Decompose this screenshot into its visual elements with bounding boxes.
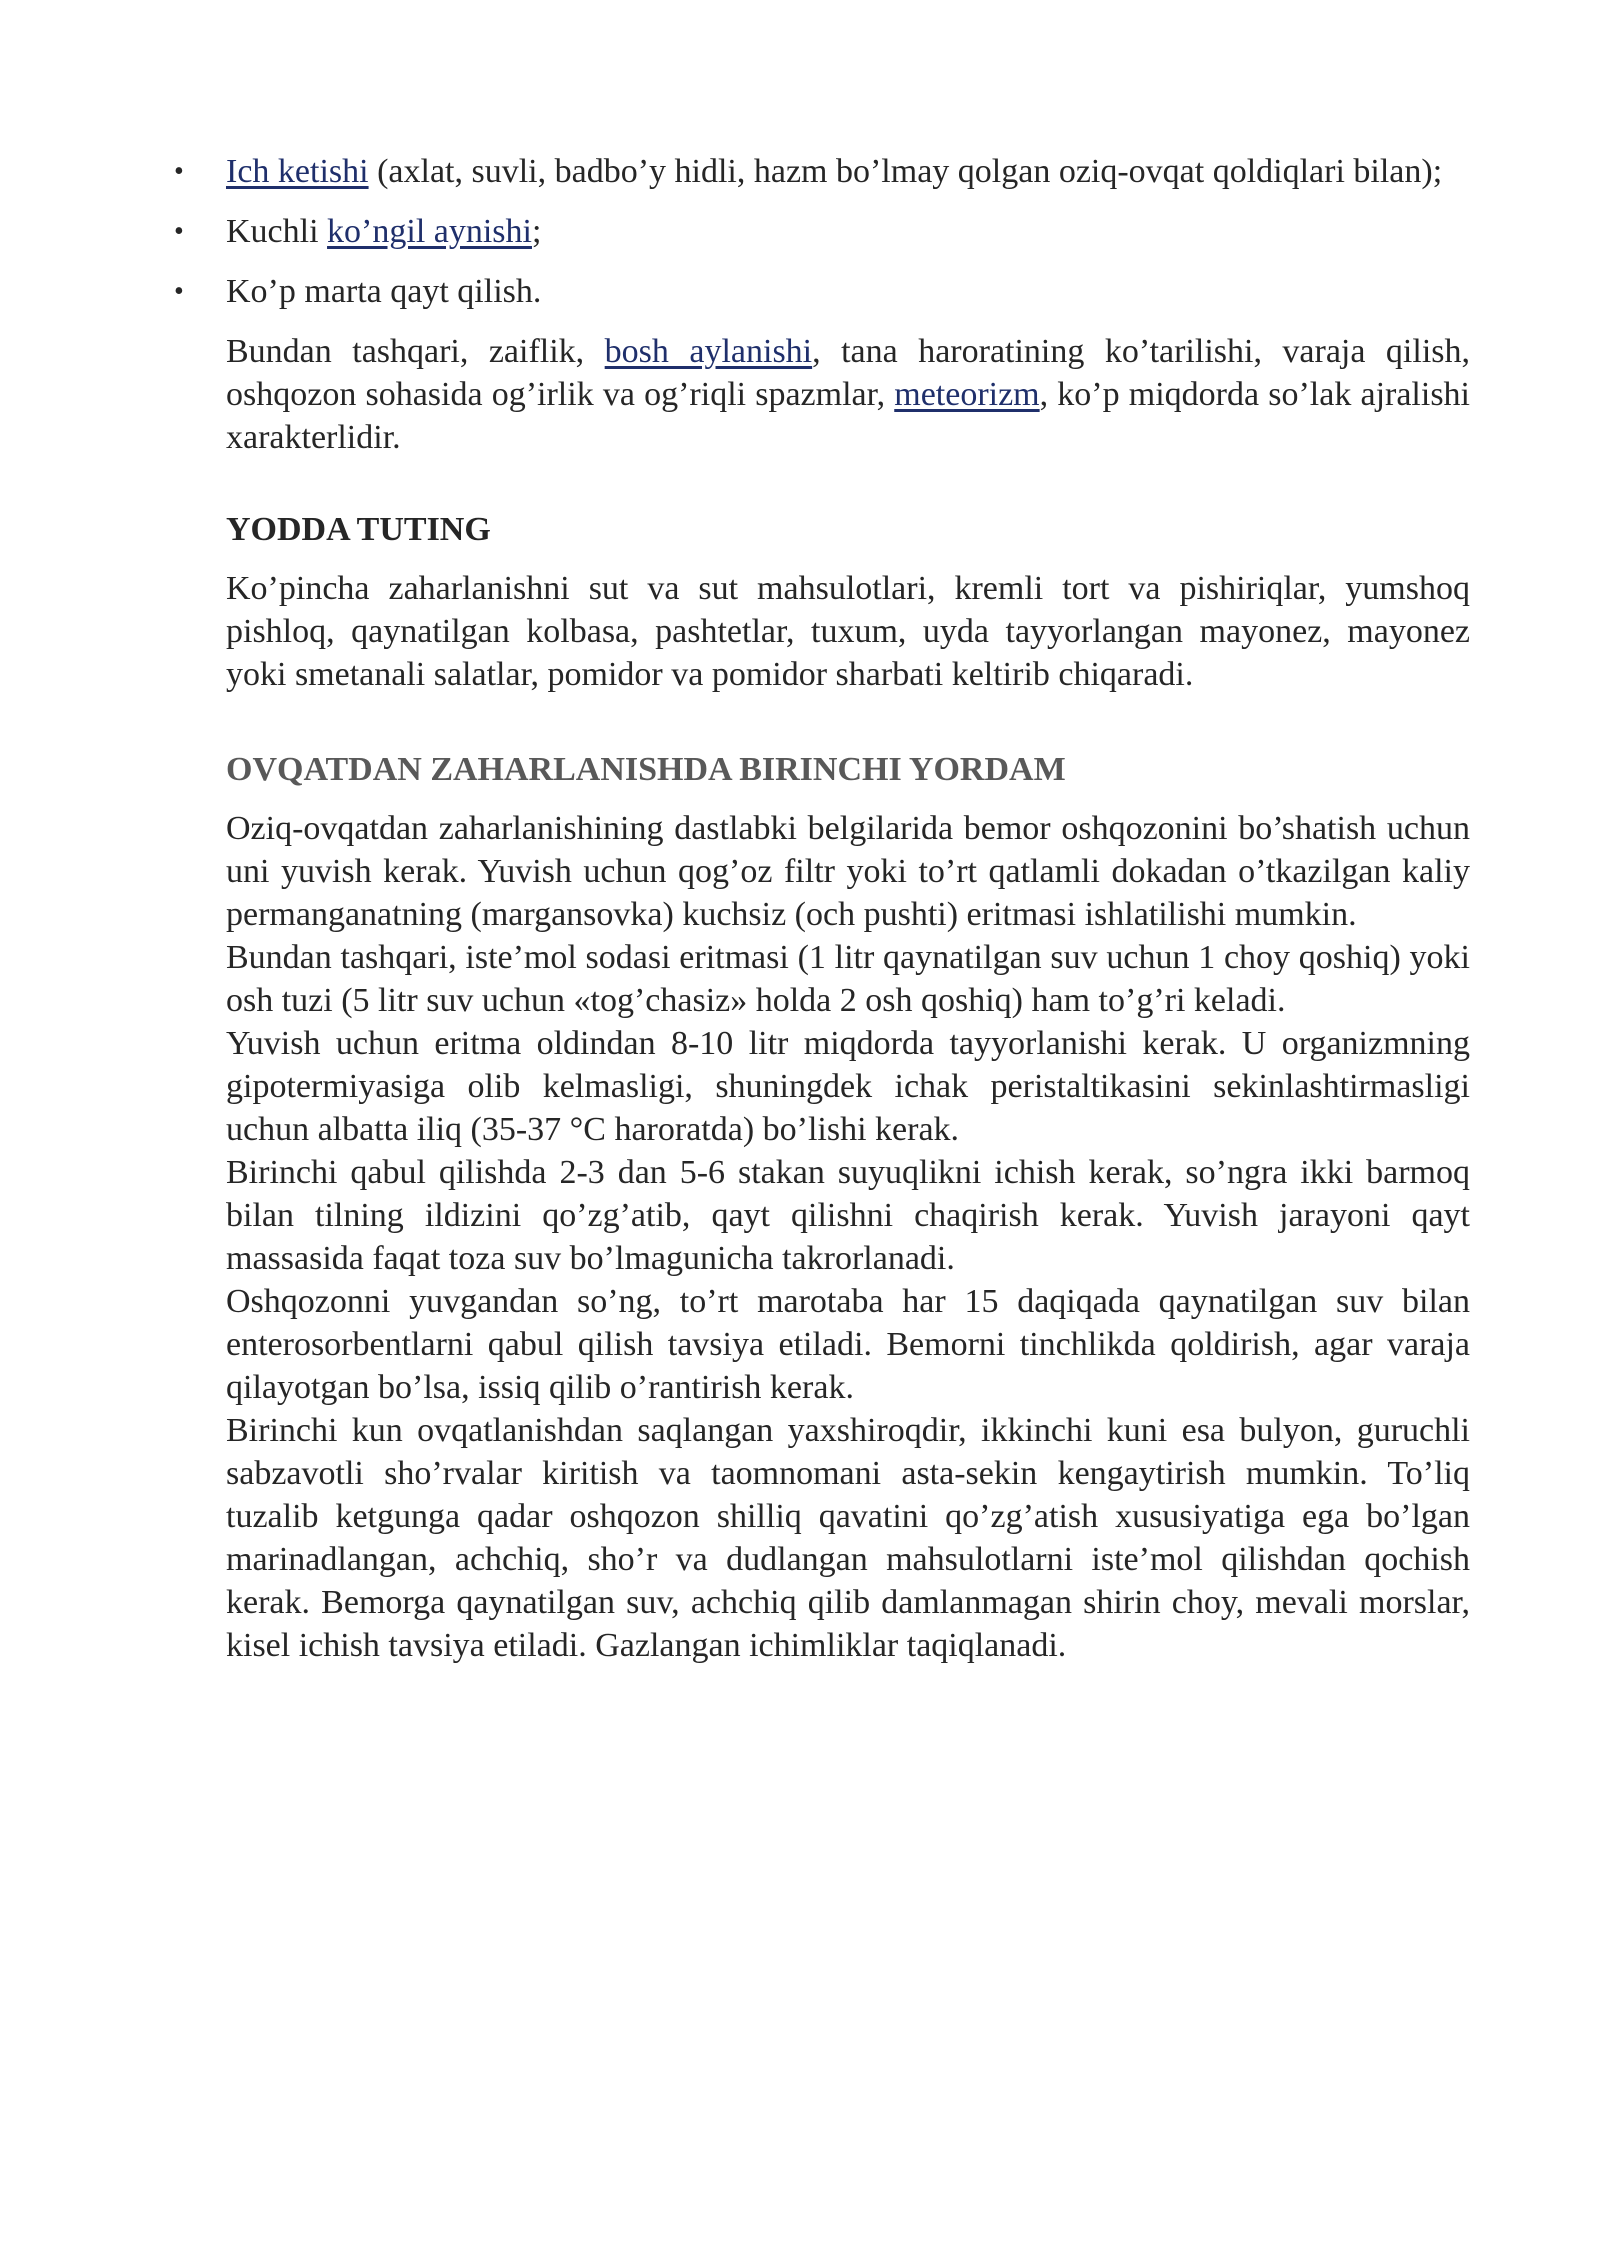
link-kongil-aynishi[interactable]: ko’ngil aynishi	[327, 213, 532, 250]
list-item-text: ;	[531, 213, 542, 250]
first-aid-heading: OVQATDAN ZAHARLANISHDA BIRINCHI YORDAM	[226, 751, 1066, 788]
remember-paragraph: Ko’pincha zaharlanishni sut va sut mahsulotlari, kremli tort va pishiriqlar, yumshoq pishloq, qaynatilgan kolbasa, pashtetlar, tuxum, uyda tayyorlangan mayonez, mayonez yoki smetanali salatlar, pomidor va pomidor sharbati keltirib chiqaradi.	[226, 570, 1470, 693]
first-aid-paragraph: Oshqozonni yuvgandan so’ng, to’rt marotaba har 15 daqiqada qaynatilgan suv bilan enterosorbentlarni qabul qilish tavsiya etiladi. Bemorni tinchlikda qoldirish, agar varaja qilayotgan bo’lsa, issiq qilib o’rantirish kerak.	[226, 1283, 1470, 1406]
list-item-prefix: Kuchli	[226, 213, 328, 250]
bullet-icon: •	[174, 276, 184, 307]
list-item	[174, 270, 1470, 313]
bullet-icon: •	[174, 156, 184, 187]
first-aid-paragraph: Birinchi qabul qilishda 2-3 dan 5-6 stakan suyuqlikni ichish kerak, so’ngra ikki barmoq bilan tilning ildizini qo’zg’atib, qayt qilishni chaqirish kerak. Yuvish jarayoni qayt massasida faqat toza suv bo’lmagunicha takrorlanadi.	[226, 1154, 1470, 1277]
list-item-text: (axlat, suvli, badbo’y hidli, hazm bo’lmay qolgan oziq-ovqat qoldiqlari bilan);	[368, 153, 1443, 190]
intro-text-3: , ko’p miqdorda so’lak ajralishi xarakterlidir.	[226, 376, 1470, 456]
link-bosh-aylanishi[interactable]: bosh aylanishi	[604, 333, 813, 370]
intro-text-1: Bundan tashqari, zaiflik,	[226, 333, 605, 370]
list-item-text: Ko’p marta qayt qilish.	[226, 273, 542, 310]
bullet-icon: •	[174, 216, 184, 247]
list-item	[174, 150, 1470, 193]
first-aid-paragraph: Bundan tashqari, iste’mol sodasi eritmasi (1 litr qaynatilgan suv uchun 1 choy qoshiq) yoki osh tuzi (5 litr suv uchun «tog’chasiz» holda 2 osh qoshiq) ham to’g’ri keladi.	[226, 939, 1470, 1019]
symptom-list	[174, 150, 1470, 313]
document-page	[174, 150, 1470, 1667]
remember-heading: YODDA TUTING	[226, 511, 491, 548]
first-aid-paragraph: Yuvish uchun eritma oldindan 8-10 litr miqdorda tayyorlanishi kerak. U organizmning gipotermiyasiga olib kelmasligi, shuningdek ichak peristaltikasini sekinlashtirmasligi uchun albatta iliq (35-37 °C haroratda) bo’lishi kerak.	[226, 1025, 1470, 1148]
list-item	[174, 210, 1470, 253]
first-aid-paragraph: Oziq-ovqatdan zaharlanishining dastlabki belgilarida bemor oshqozonini bo’shatish uchun uni yuvish kerak. Yuvish uchun qog’oz filtr yoki to’rt qatlamli dokadan o’tkazilgan kaliy permanganatning (margansovka) kuchsiz (och pushti) eritmasi ishlatilishi mumkin.	[226, 810, 1470, 933]
link-meteorizm[interactable]: meteorizm	[894, 376, 1040, 413]
first-aid-paragraph: Birinchi kun ovqatlanishdan saqlangan yaxshiroqdir, ikkinchi kuni esa bulyon, guruchli sabzavotli sho’rvalar kiritish va taomnomani asta-sekin kengaytirish mumkin. To’liq tuzalib ketgunga qadar oshqozon shilliq qavatini qo’zg’atish xususiyatiga ega bo’lgan marinadlangan, achchiq, sho’r va dudlangan mahsulotlarni iste’mol qilishdan qochish kerak. Bemorga qaynatilgan suv, achchiq qilib damlanmagan shirin choy, mevali morslar, kisel ichish tavsiya etiladi. Gazlangan ichimliklar taqiqlanadi.	[226, 1412, 1470, 1664]
link-ich-ketishi[interactable]: Ich ketishi	[226, 153, 369, 190]
intro-paragraph	[226, 330, 1470, 459]
intro-text-2: , tana haroratining ko’tarilishi, varaja qilish, oshqozon sohasida og’irlik va og’riqli spazmlar,	[226, 333, 1470, 413]
